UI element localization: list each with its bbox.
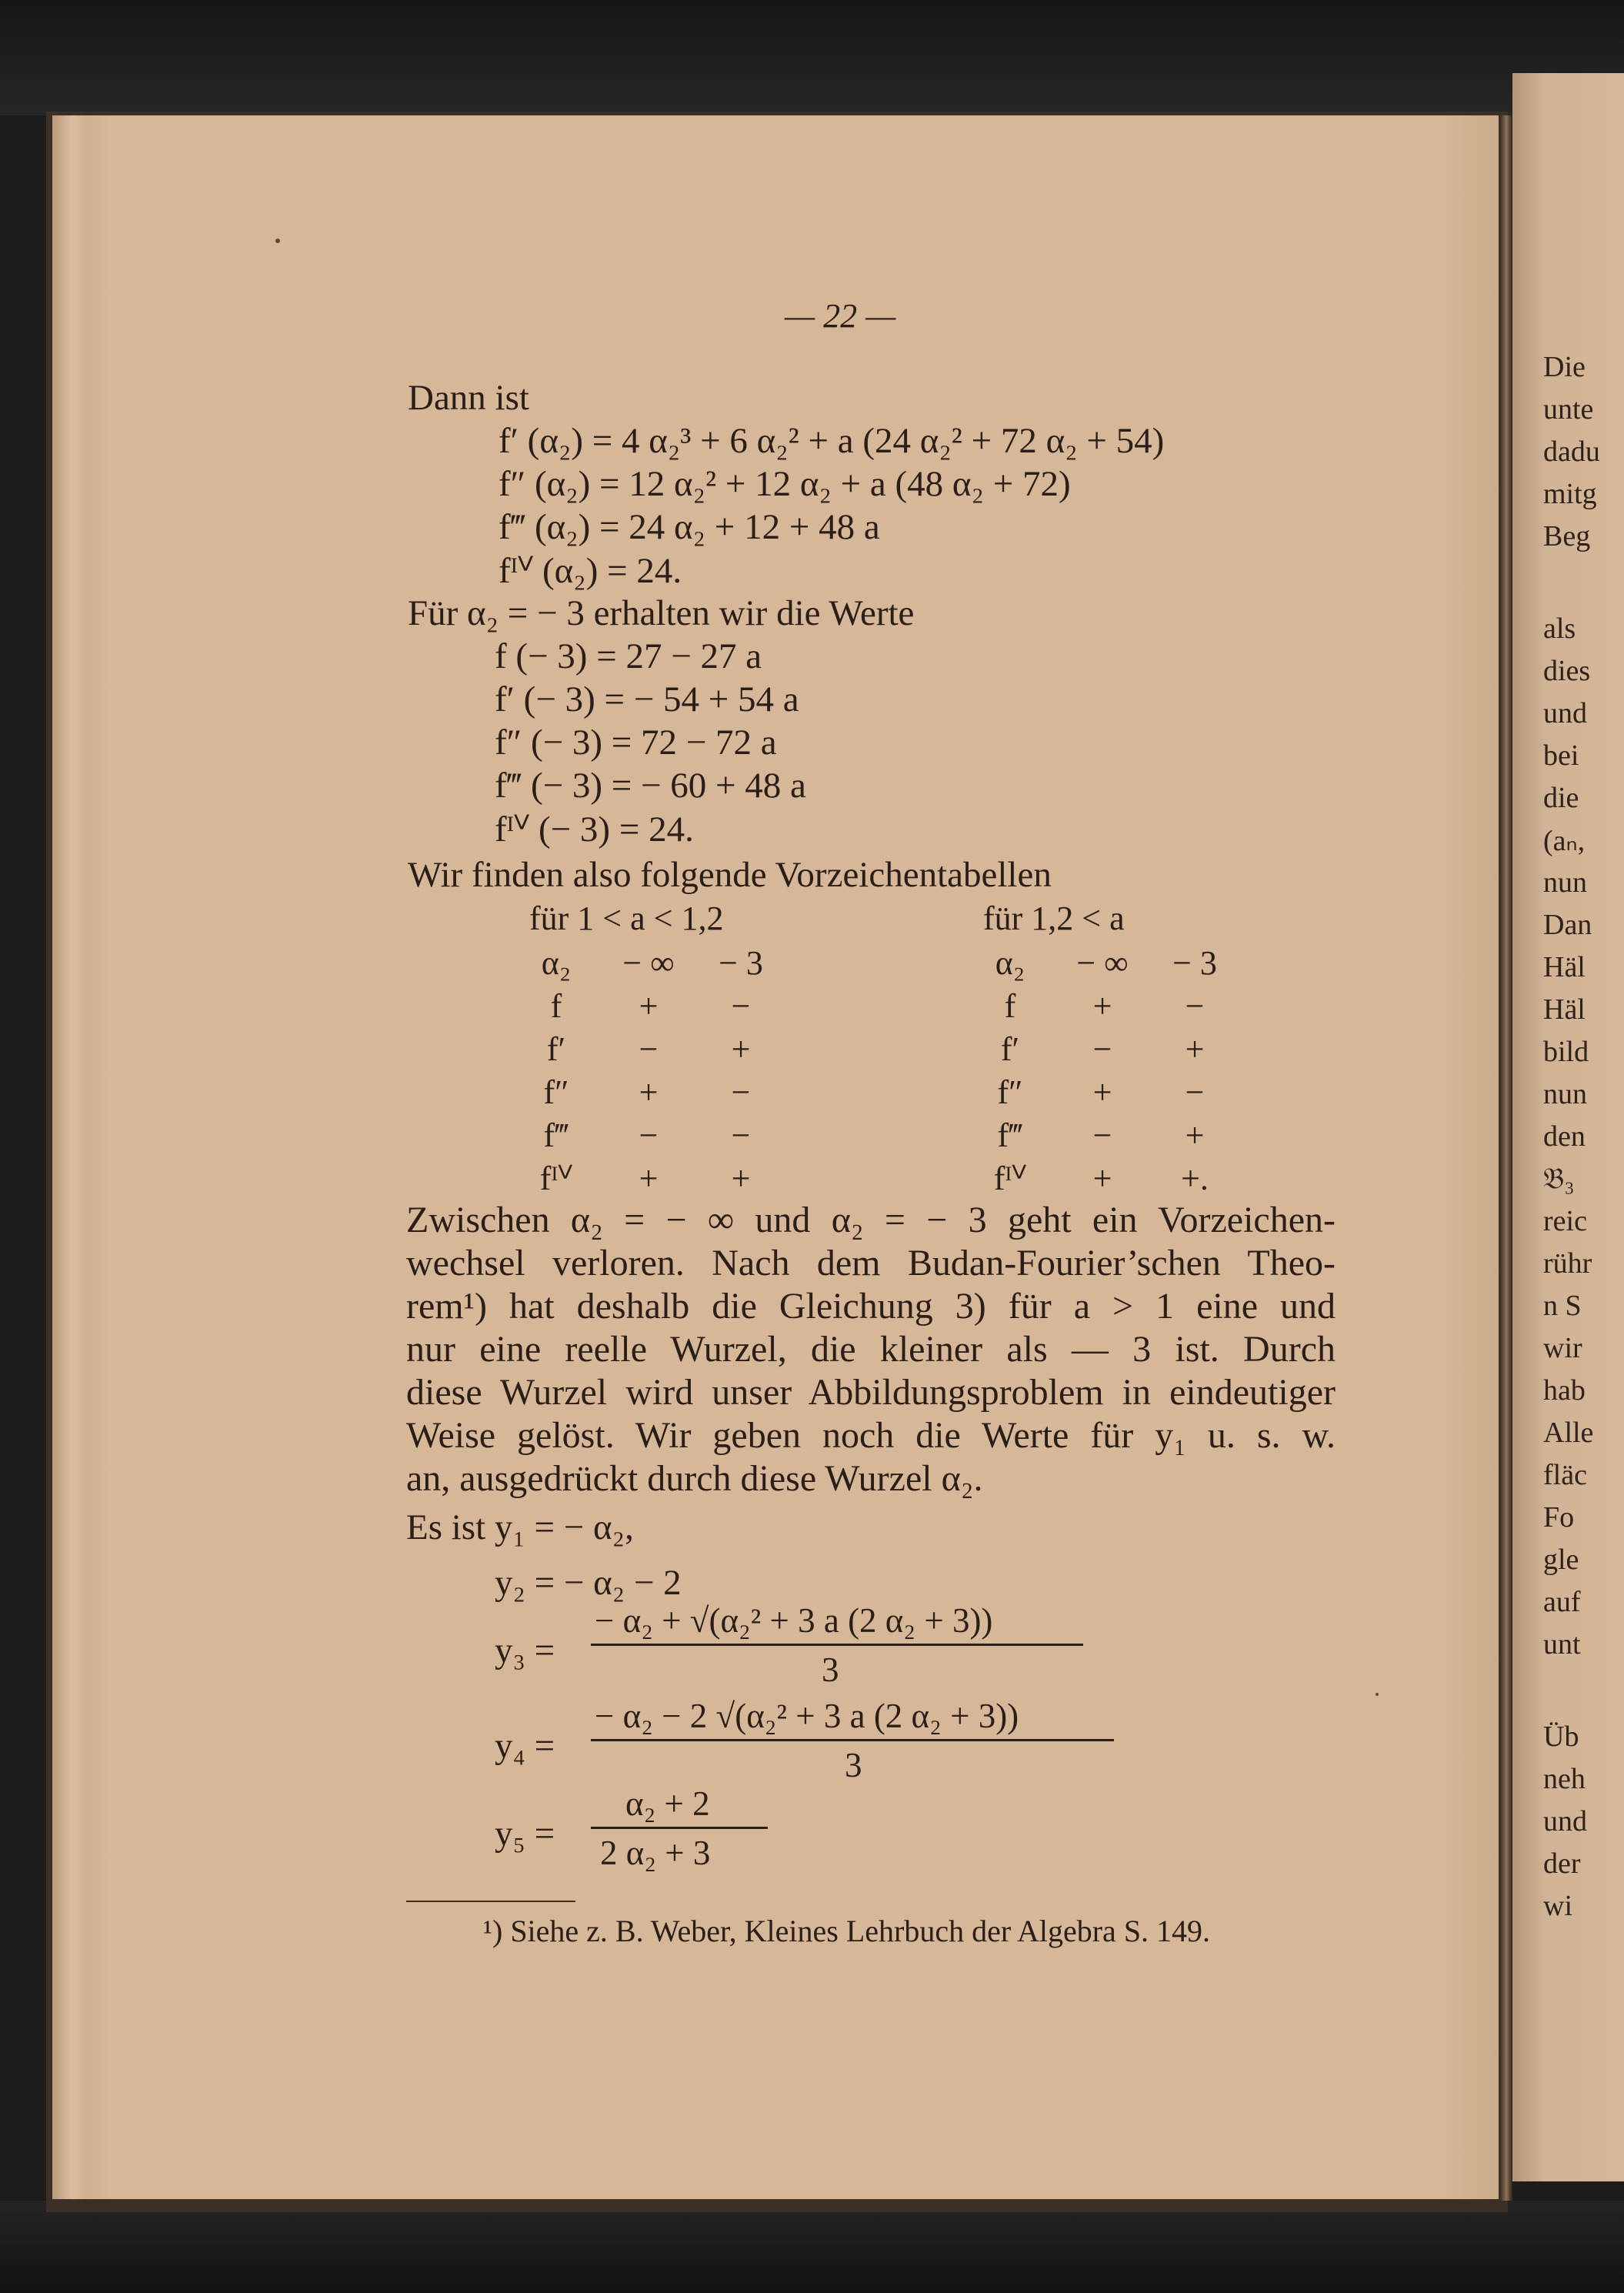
book-cover-bottom xyxy=(0,2201,1624,2293)
table-cell: − xyxy=(639,1030,659,1068)
solution-y5-denominator: 2 α₂ + 3 xyxy=(600,1834,711,1872)
facing-line: (aₙ, xyxy=(1543,825,1586,857)
solution-y4-numerator: − α₂ − 2 √(α₂² + 3 a (2 α₂ + 3)) xyxy=(595,1697,1019,1735)
facing-page-fragment xyxy=(1512,73,1624,2181)
table-cell: + xyxy=(1185,1116,1205,1154)
equation-line: f″ (α₂) = 12 α₂² + 12 α₂ + a (48 α₂ + 72) xyxy=(499,464,1071,504)
equation-line: f′ (α₂) = 4 α₂³ + 6 α₂² + a (24 α₂² + 72 α₂ + 54) xyxy=(499,421,1165,461)
fraction-bar xyxy=(591,1644,1083,1646)
facing-line: und xyxy=(1543,1805,1587,1837)
facing-line: und xyxy=(1543,697,1587,729)
paragraph-line: Weise gelöst. Wir geben noch die Werte für y₁ u. s. w. xyxy=(406,1415,1336,1456)
paragraph-line: an, ausgedrückt durch diese Wurzel α₂. xyxy=(406,1458,983,1499)
values-intro: Für α₂ = − 3 erhalten wir die Werte xyxy=(408,593,915,633)
table-cell: + xyxy=(1092,1073,1112,1111)
table-cell: + xyxy=(1092,1160,1112,1197)
facing-line: n S xyxy=(1543,1290,1582,1322)
facing-line: 𝔅₃ xyxy=(1543,1163,1575,1195)
table-cell: − xyxy=(639,1116,659,1154)
facing-line: unt xyxy=(1543,1628,1581,1661)
table-cell: − xyxy=(731,1116,751,1154)
table-cell: +. xyxy=(1181,1160,1209,1197)
table-cell: − xyxy=(731,987,751,1025)
table-cell: − xyxy=(1092,1116,1112,1154)
facing-line: als xyxy=(1543,612,1576,645)
facing-line: mitg xyxy=(1543,478,1597,510)
sign-table-left xyxy=(529,899,852,1207)
solution-y3-denominator: 3 xyxy=(822,1650,839,1689)
table-cell: + xyxy=(731,1160,751,1197)
fraction-bar xyxy=(591,1739,1114,1741)
table-label: fᴵⱽ xyxy=(993,1160,1027,1197)
solution-y4-lhs: y₄ = xyxy=(495,1726,555,1766)
facing-line: nun xyxy=(1543,1078,1587,1110)
paper-speck xyxy=(275,239,280,243)
facing-line: Häl xyxy=(1543,993,1586,1026)
equation-line: fᴵⱽ (− 3) = 24. xyxy=(495,809,694,849)
table-cell: + xyxy=(1185,1030,1205,1068)
facing-line: auf xyxy=(1543,1586,1581,1618)
facing-line: wi xyxy=(1543,1890,1572,1922)
equation-line: f″ (− 3) = 72 − 72 a xyxy=(495,723,777,763)
paragraph-line: diese Wurzel wird unser Abbildungsproblem in eindeutiger xyxy=(406,1372,1336,1413)
equation-line: f‴ (α₂) = 24 α₂ + 12 + 48 a xyxy=(499,507,880,547)
footnote-rule xyxy=(406,1901,575,1902)
table-header: α₂ xyxy=(541,944,572,982)
table-label: f′ xyxy=(1000,1030,1020,1068)
facing-line: dies xyxy=(1543,655,1591,687)
page-edge xyxy=(52,115,88,2199)
facing-line: Alle xyxy=(1543,1417,1594,1449)
solution-y4-denominator: 3 xyxy=(845,1746,862,1784)
solution-y3-numerator: − α₂ + √(α₂² + 3 a (2 α₂ + 3)) xyxy=(595,1601,993,1640)
table-header: − 3 xyxy=(1172,944,1217,982)
table-cell: + xyxy=(639,1073,659,1111)
facing-line: der xyxy=(1543,1847,1581,1880)
table-header: α₂ xyxy=(995,944,1025,982)
sign-table-right xyxy=(983,899,1306,1207)
footnote: ¹) Siehe z. B. Weber, Kleines Lehrbuch der Algebra S. 149. xyxy=(483,1914,1211,1948)
facing-line: Üb xyxy=(1543,1721,1579,1753)
book-gutter xyxy=(1500,115,1512,2201)
table-header: − ∞ xyxy=(622,944,675,982)
paragraph-line: nur eine reelle Wurzel, die kleiner als — 3 ist. Durch xyxy=(406,1329,1336,1370)
table-title: für 1,2 < a xyxy=(983,900,1125,937)
paragraph-line: wechsel verloren. Nach dem Budan-Fourier’schen Theo- xyxy=(406,1243,1336,1283)
equation-line: f (− 3) = 27 − 27 a xyxy=(495,636,762,676)
facing-line: Beg xyxy=(1543,520,1591,552)
derivatives-intro: Dann ist xyxy=(408,378,529,418)
table-cell: + xyxy=(731,1030,751,1068)
facing-line: Fo xyxy=(1543,1501,1575,1534)
table-cell: − xyxy=(1092,1030,1112,1068)
table-cell: − xyxy=(1185,1073,1205,1111)
facing-line: neh xyxy=(1543,1763,1586,1795)
paragraph-line: rem¹) hat deshalb die Gleichung 3) für a > 1 eine und xyxy=(406,1286,1336,1327)
solution-y1: Es ist y₁ = − α₂, xyxy=(406,1507,634,1547)
facing-line: die xyxy=(1543,782,1579,814)
table-cell: + xyxy=(1092,987,1112,1025)
facing-line: rühr xyxy=(1543,1247,1592,1280)
facing-line: unte xyxy=(1543,393,1594,426)
solution-y3-lhs: y₃ = xyxy=(495,1630,555,1671)
table-title: für 1 < a < 1,2 xyxy=(529,900,724,937)
paper-speck xyxy=(1376,1693,1379,1696)
facing-line: Dan xyxy=(1543,909,1592,941)
table-label: fᴵⱽ xyxy=(539,1160,573,1197)
solution-y5-numerator: α₂ + 2 xyxy=(625,1784,710,1823)
table-label: f‴ xyxy=(997,1116,1023,1154)
facing-line: hab xyxy=(1543,1374,1586,1407)
table-header: − ∞ xyxy=(1076,944,1129,982)
solution-y5-lhs: y₅ = xyxy=(495,1814,555,1854)
tables-intro: Wir finden also folgende Vorzeichentabellen xyxy=(408,855,1052,895)
facing-line: wir xyxy=(1543,1332,1582,1364)
facing-line: nun xyxy=(1543,866,1587,899)
book-cover-top xyxy=(0,0,1624,115)
facing-line: Die xyxy=(1543,351,1586,383)
facing-line: fläc xyxy=(1543,1459,1587,1491)
facing-line: den xyxy=(1543,1120,1586,1153)
table-label: f″ xyxy=(543,1073,569,1111)
book-page xyxy=(52,115,1499,2199)
table-label: f″ xyxy=(997,1073,1023,1111)
equation-line: f′ (− 3) = − 54 + 54 a xyxy=(495,679,799,719)
table-label: f‴ xyxy=(543,1116,569,1154)
fraction-bar xyxy=(591,1827,768,1829)
facing-line: reic xyxy=(1543,1205,1587,1237)
facing-line: bei xyxy=(1543,739,1579,772)
page-number: — 22 — xyxy=(785,297,896,335)
table-cell: − xyxy=(1185,987,1205,1025)
solution-y2: y₂ = − α₂ − 2 xyxy=(495,1563,682,1603)
table-label: f xyxy=(1004,987,1016,1025)
table-cell: + xyxy=(639,1160,659,1197)
facing-line: bild xyxy=(1543,1036,1589,1068)
table-label: f xyxy=(550,987,562,1025)
table-header: − 3 xyxy=(719,944,763,982)
equation-line: fᴵⱽ (α₂) = 24. xyxy=(499,551,682,591)
facing-line: gle xyxy=(1543,1544,1579,1576)
table-cell: + xyxy=(639,987,659,1025)
facing-line: Häl xyxy=(1543,951,1586,983)
equation-line: f‴ (− 3) = − 60 + 48 a xyxy=(495,766,806,806)
table-label: f′ xyxy=(546,1030,566,1068)
table-cell: − xyxy=(731,1073,751,1111)
facing-line: dadu xyxy=(1543,436,1600,468)
paragraph-line: Zwischen α₂ = − ∞ und α₂ = − 3 geht ein Vorzeichen- xyxy=(406,1200,1336,1240)
